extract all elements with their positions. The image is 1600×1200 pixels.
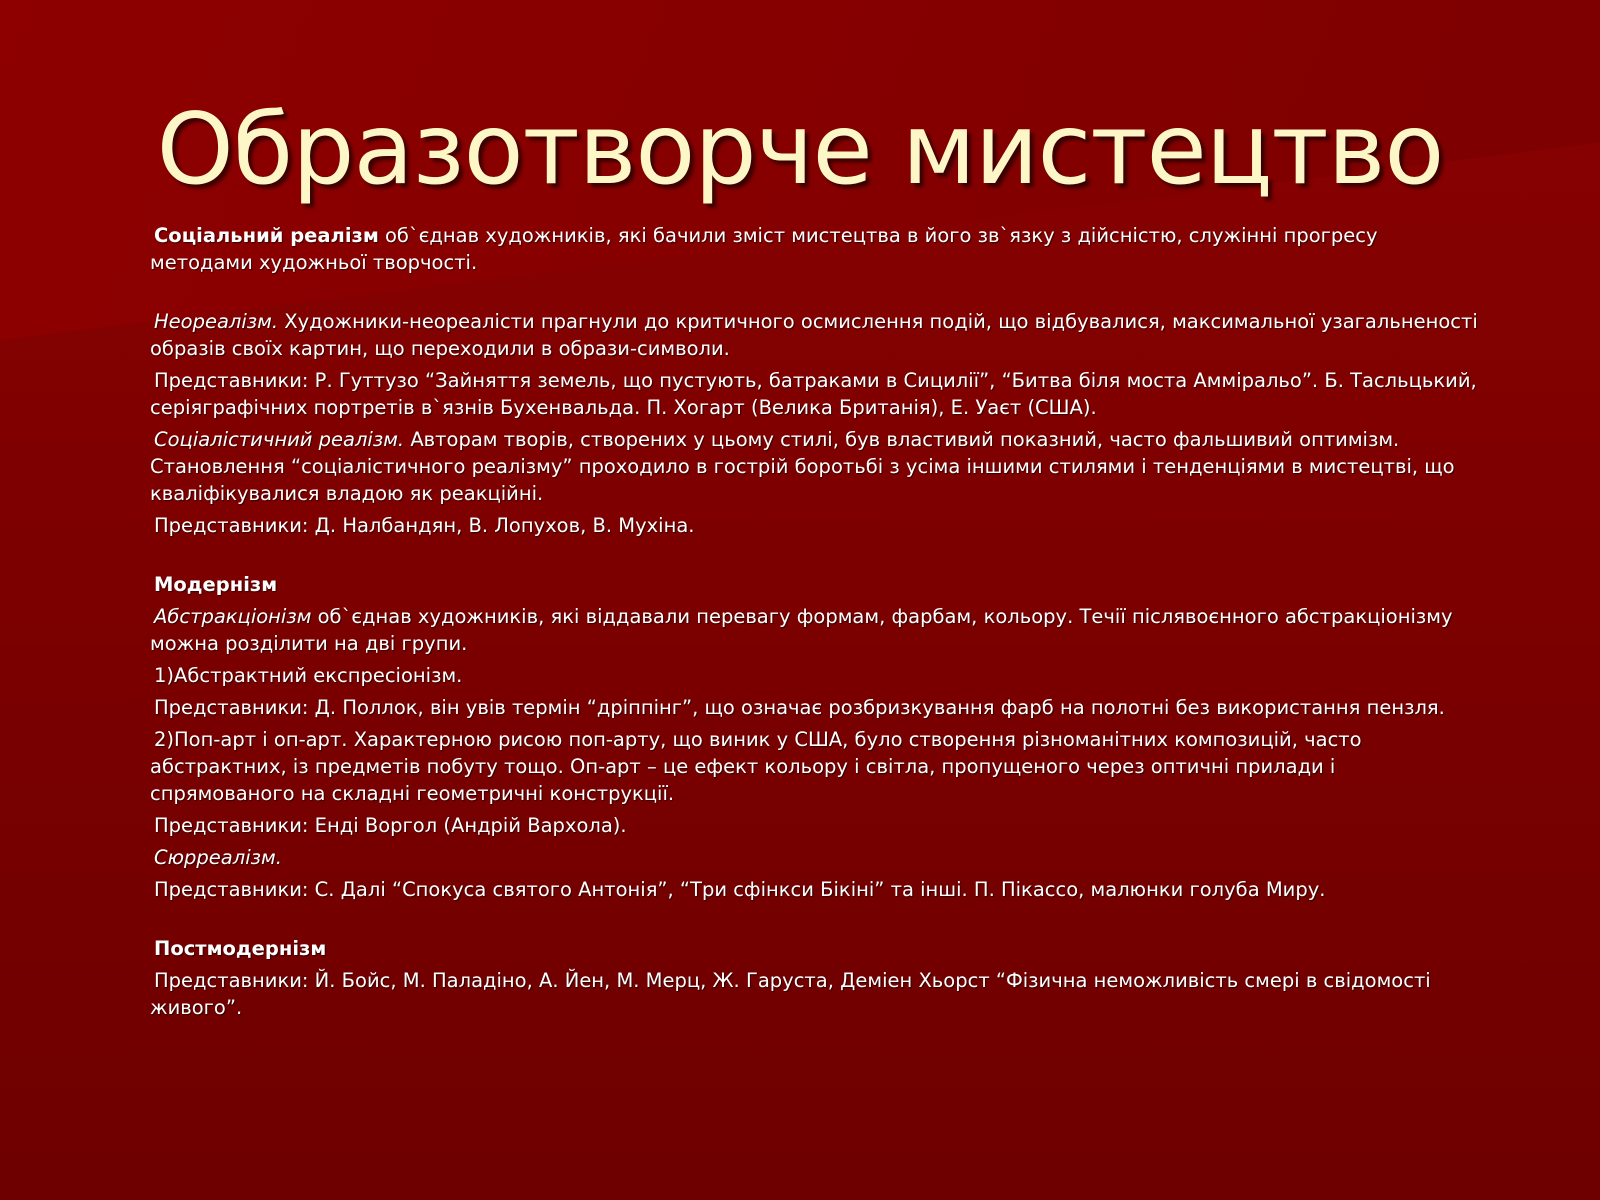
paragraph-pop-art-representatives: Представники: Енді Воргол (Андрій Вархола). bbox=[154, 814, 627, 837]
paragraph-text: Авторам творів, створених у цьому стилі, був властивий показний, часто фальшивий оптимізм. Становлення “соціалістичного реалізму” проходило в гострій боротьбі з усіма іншими стилями і тенденціями в мистецтві, що кваліфікувалися владою як реакційні. bbox=[150, 428, 1455, 505]
paragraph-surrealism-representatives: Представники: С. Далі “Спокуса святого Антонія”, “Три сфінкси Бікіні” та інші. П. Пікассо, малюнки голуба Миру. bbox=[154, 878, 1326, 901]
paragraph-postmodernism-representatives: Представники: Й. Бойс, М. Паладіно, А. Йен, М. Мерц, Ж. Гаруста, Деміен Хьорст “Фізична неможливість смері в свідомості живого”. bbox=[150, 969, 1431, 1019]
paragraph-social-realism bbox=[150, 222, 1480, 276]
term-abstractionism: Абстракціонізм bbox=[154, 605, 312, 628]
paragraph-neorealism bbox=[150, 308, 1480, 362]
spacer bbox=[150, 908, 1480, 935]
slide-body bbox=[150, 222, 1480, 1026]
spacer bbox=[150, 281, 1480, 308]
spacer bbox=[150, 544, 1480, 571]
slide-title: Образотворче мистецтво bbox=[156, 93, 1444, 207]
paragraph-pop-op-art: 2)Поп-арт і оп-арт. Характерною рисою поп-арту, що виник у США, було створення різноманітних композицій, часто абстрактних, із предметів побуту тощо. Оп-арт – це ефект кольору і світла, пропущеного через оптичні прилади і спрямованого на складні геометричні конструкції. bbox=[150, 728, 1362, 805]
paragraph-abstractionism bbox=[150, 603, 1480, 657]
term-social-realism: Соціальний реалізм bbox=[154, 224, 379, 247]
term-socialist-realism: Соціалістичний реалізм. bbox=[154, 428, 405, 451]
heading-modernism: Модернізм bbox=[154, 573, 278, 596]
paragraph-text: Художники-неореалісти прагнули до критичного осмислення подій, що відбувалися, максимальної узагальненості образів своїх картин, що переходили в образи-символи. bbox=[150, 310, 1478, 360]
term-neorealism: Неореалізм. bbox=[154, 310, 279, 333]
paragraph-abstract-expressionism: 1)Абстрактний експресіонізм. bbox=[154, 664, 463, 687]
paragraph-socialist-realism-representatives: Представники: Д. Налбандян, В. Лопухов, В. Мухіна. bbox=[154, 514, 695, 537]
paragraph-socialist-realism bbox=[150, 426, 1480, 507]
paragraph-text: об`єднав художників, які бачили зміст мистецтва в його зв`язку з дійсністю, служінні прогресу методами художньої творчості. bbox=[150, 224, 1378, 274]
term-surrealism: Сюрреалізм. bbox=[154, 846, 282, 869]
heading-postmodernism: Постмодернізм bbox=[154, 937, 327, 960]
paragraph-neorealism-representatives: Представники: Р. Гуттузо “Зайняття земель, що пустують, батраками в Сицилії”, “Битва біля моста Амміральо”. Б. Тасльцький, серіяграфічних портретів в`язнів Бухенвальда. П. Хогарт (Велика Британія), Е. Уаєт (США). bbox=[150, 369, 1477, 419]
paragraph-abstract-expressionism-representatives: Представники: Д. Поллок, він увів термін “дріппінг”, що означає розбризкування фарб на полотні без використання пензля. bbox=[154, 696, 1445, 719]
paragraph-text: об`єднав художників, які віддавали перевагу формам, фарбам, кольору. Течії післявоєнного абстракціонізму можна розділити на дві групи. bbox=[150, 605, 1453, 655]
